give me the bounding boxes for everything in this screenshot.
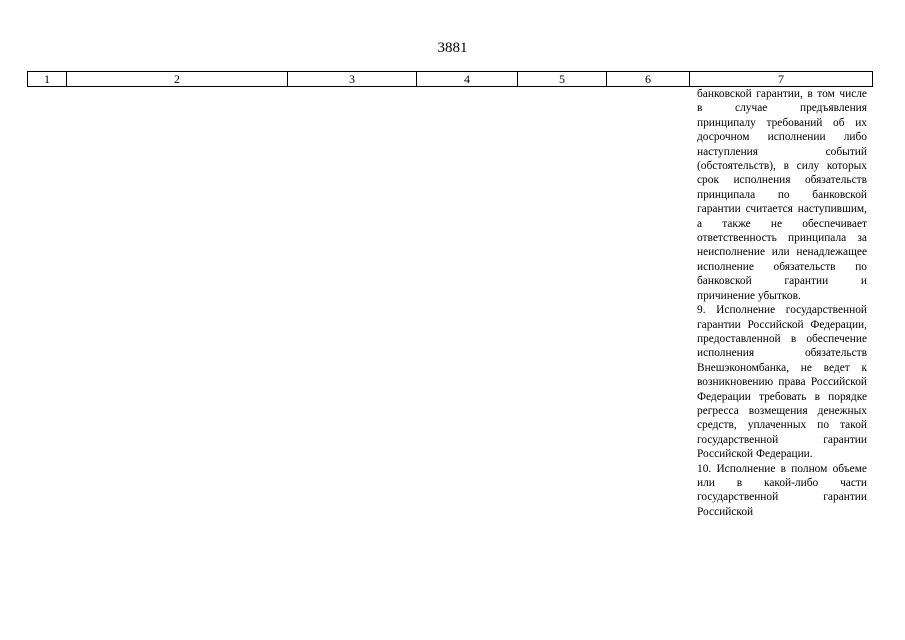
column-number-7: 7: [690, 72, 873, 87]
column-number-2: 2: [67, 72, 288, 87]
column-number-1: 1: [28, 72, 67, 87]
table-column-number-row: [27, 71, 873, 87]
column-number-6: 6: [607, 72, 690, 87]
column-7-paragraph: 9. Исполнение государственной гарантии Российской Федерации, предоставленной в обеспечение исполнения обязательств Внешэкономбанка, не ведет к возникновению права Российской Федерации требовать в порядке регресса возмещения денежных средств, уплаченных по такой государственной гарантии Российской Федерации.: [697, 304, 867, 461]
column-7-text: [697, 87, 867, 519]
column-number-5: 5: [518, 72, 607, 87]
page-number: 3881: [437, 40, 468, 56]
column-7-paragraph: банковской гарантии, в том числе в случае предъявления принципалу требований об их досрочном исполнении либо наступления событий (обстоятельств), в силу которых срок исполнения обязательств принципала по банковской гарантии считается наступившим, а также не обеспечивает ответственность принципала за неисполнение или ненадлежащее исполнение обязательств по банковской гарантии и причинение убытков.: [697, 88, 867, 302]
column-number-3: 3: [288, 72, 417, 87]
column-7-paragraph: 10. Исполнение в полном объеме или в какой-либо части государственной гарантии Российской: [697, 462, 867, 518]
column-number-4: 4: [417, 72, 518, 87]
